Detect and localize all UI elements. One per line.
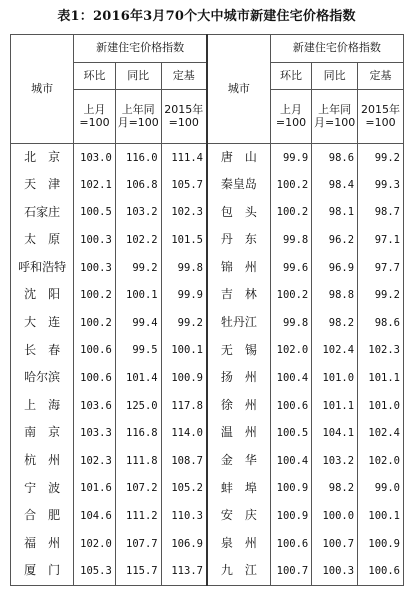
city-name-right: 牡丹江 (207, 309, 270, 337)
mom-value-right: 100.2 (270, 171, 311, 199)
yoy-value-right: 98.8 (312, 281, 358, 309)
fixed-value-right: 100.6 (358, 557, 404, 585)
yoy-value-right: 104.1 (312, 419, 358, 447)
city-name-left: 石家庄 (11, 199, 74, 227)
fixed-value-left: 113.7 (161, 557, 207, 585)
yoy-value-right: 103.2 (312, 447, 358, 475)
price-index-table (10, 34, 404, 586)
header-yoy-base-left: 上年同 月=100 (115, 90, 161, 144)
fixed-value-right: 98.7 (358, 199, 404, 227)
mom-value-left: 100.2 (74, 309, 115, 337)
table-row (11, 309, 404, 337)
mom-value-right: 100.4 (270, 364, 311, 392)
mom-value-left: 103.0 (74, 144, 115, 172)
fixed-value-right: 99.3 (358, 171, 404, 199)
city-name-right: 锦 州 (207, 254, 270, 282)
city-name-right: 秦皇岛 (207, 171, 270, 199)
city-name-left: 福 州 (11, 530, 74, 558)
city-name-right: 蚌 埠 (207, 475, 270, 503)
header-group-left: 新建住宅价格指数 (74, 35, 207, 63)
yoy-value-left: 111.8 (115, 447, 161, 475)
fixed-value-right: 101.1 (358, 364, 404, 392)
table-row (11, 530, 404, 558)
mom-value-right: 100.6 (270, 392, 311, 420)
city-name-right: 徐 州 (207, 392, 270, 420)
table-body (11, 144, 404, 586)
mom-value-left: 103.3 (74, 419, 115, 447)
table-row (11, 475, 404, 503)
mom-value-left: 102.3 (74, 447, 115, 475)
header-mom-left: 环比 (74, 63, 115, 90)
yoy-value-left: 99.4 (115, 309, 161, 337)
city-name-left: 沈 阳 (11, 281, 74, 309)
city-name-left: 北 京 (11, 144, 74, 172)
yoy-value-left: 125.0 (115, 392, 161, 420)
mom-value-left: 100.6 (74, 364, 115, 392)
table-row (11, 392, 404, 420)
fixed-value-left: 114.0 (161, 419, 207, 447)
yoy-value-right: 96.9 (312, 254, 358, 282)
fixed-value-right: 100.1 (358, 502, 404, 530)
city-name-right: 包 头 (207, 199, 270, 227)
city-name-right: 丹 东 (207, 226, 270, 254)
mom-value-left: 100.5 (74, 199, 115, 227)
mom-value-right: 99.9 (270, 144, 311, 172)
mom-value-right: 100.5 (270, 419, 311, 447)
header-mom-right: 环比 (270, 63, 311, 90)
table-row (11, 281, 404, 309)
header-group-right: 新建住宅价格指数 (270, 35, 403, 63)
fixed-value-right: 99.2 (358, 144, 404, 172)
fixed-value-right: 102.0 (358, 447, 404, 475)
yoy-value-right: 100.7 (312, 530, 358, 558)
mom-value-right: 99.8 (270, 309, 311, 337)
fixed-value-right: 102.3 (358, 337, 404, 365)
yoy-value-right: 101.1 (312, 392, 358, 420)
header-city-left: 城市 (11, 35, 74, 144)
mom-value-left: 100.3 (74, 254, 115, 282)
city-name-right: 九 江 (207, 557, 270, 585)
yoy-value-left: 102.2 (115, 226, 161, 254)
fixed-value-right: 99.2 (358, 281, 404, 309)
yoy-value-left: 101.4 (115, 364, 161, 392)
city-name-left: 宁 波 (11, 475, 74, 503)
mom-value-left: 102.1 (74, 171, 115, 199)
header-mom-base-left: 上月 =100 (74, 90, 115, 144)
city-name-right: 泉 州 (207, 530, 270, 558)
mom-value-right: 100.2 (270, 281, 311, 309)
header-yoy-left: 同比 (115, 63, 161, 90)
table-row (11, 144, 404, 172)
mom-value-right: 99.8 (270, 226, 311, 254)
city-name-right: 唐 山 (207, 144, 270, 172)
fixed-value-right: 100.9 (358, 530, 404, 558)
fixed-value-left: 99.8 (161, 254, 207, 282)
table-row (11, 337, 404, 365)
mom-value-right: 100.9 (270, 502, 311, 530)
fixed-value-right: 97.1 (358, 226, 404, 254)
header-yoy-base-right: 上年同 月=100 (312, 90, 358, 144)
mom-value-left: 104.6 (74, 502, 115, 530)
yoy-value-right: 102.4 (312, 337, 358, 365)
yoy-value-left: 107.7 (115, 530, 161, 558)
mom-value-left: 100.2 (74, 281, 115, 309)
table-row (11, 171, 404, 199)
city-name-left: 呼和浩特 (11, 254, 74, 282)
table-row (11, 364, 404, 392)
mom-value-right: 100.2 (270, 199, 311, 227)
city-name-left: 长 春 (11, 337, 74, 365)
table-row (11, 502, 404, 530)
yoy-value-right: 98.1 (312, 199, 358, 227)
city-name-left: 合 肥 (11, 502, 74, 530)
table-title: 表1：2016年3月70个大中城市新建住宅价格指数 (57, 9, 356, 24)
header-fixed-left: 定基 (161, 63, 207, 90)
table-row (11, 419, 404, 447)
mom-value-right: 100.9 (270, 475, 311, 503)
yoy-value-right: 98.4 (312, 171, 358, 199)
mom-value-left: 102.0 (74, 530, 115, 558)
mom-value-left: 100.3 (74, 226, 115, 254)
yoy-value-left: 99.2 (115, 254, 161, 282)
city-name-left: 太 原 (11, 226, 74, 254)
fixed-value-right: 97.7 (358, 254, 404, 282)
city-name-right: 安 庆 (207, 502, 270, 530)
fixed-value-left: 111.4 (161, 144, 207, 172)
fixed-value-left: 101.5 (161, 226, 207, 254)
fixed-value-left: 110.3 (161, 502, 207, 530)
table-row (11, 199, 404, 227)
city-name-left: 大 连 (11, 309, 74, 337)
fixed-value-left: 100.1 (161, 337, 207, 365)
yoy-value-right: 98.6 (312, 144, 358, 172)
city-name-right: 扬 州 (207, 364, 270, 392)
yoy-value-left: 116.8 (115, 419, 161, 447)
fixed-value-right: 101.0 (358, 392, 404, 420)
mom-value-right: 100.7 (270, 557, 311, 585)
fixed-value-left: 99.2 (161, 309, 207, 337)
yoy-value-right: 98.2 (312, 475, 358, 503)
table-row (11, 557, 404, 585)
header-fixed-base-right: 2015年 =100 (358, 90, 404, 144)
city-name-left: 厦 门 (11, 557, 74, 585)
city-name-left: 上 海 (11, 392, 74, 420)
city-name-left: 哈尔滨 (11, 364, 74, 392)
header-city-right: 城市 (207, 35, 270, 144)
city-name-left: 天 津 (11, 171, 74, 199)
header-fixed-base-left: 2015年 =100 (161, 90, 207, 144)
mom-value-right: 102.0 (270, 337, 311, 365)
header-fixed-right: 定基 (358, 63, 404, 90)
fixed-value-left: 99.9 (161, 281, 207, 309)
mom-value-left: 101.6 (74, 475, 115, 503)
city-name-right: 温 州 (207, 419, 270, 447)
yoy-value-left: 116.0 (115, 144, 161, 172)
mom-value-left: 103.6 (74, 392, 115, 420)
mom-value-right: 100.6 (270, 530, 311, 558)
table-header (11, 35, 404, 144)
fixed-value-left: 106.9 (161, 530, 207, 558)
yoy-value-left: 99.5 (115, 337, 161, 365)
header-yoy-right: 同比 (312, 63, 358, 90)
table-row (11, 254, 404, 282)
yoy-value-left: 115.7 (115, 557, 161, 585)
yoy-value-left: 107.2 (115, 475, 161, 503)
fixed-value-left: 102.3 (161, 199, 207, 227)
yoy-value-right: 100.0 (312, 502, 358, 530)
yoy-value-left: 106.8 (115, 171, 161, 199)
yoy-value-right: 98.2 (312, 309, 358, 337)
fixed-value-left: 105.7 (161, 171, 207, 199)
city-name-right: 无 锡 (207, 337, 270, 365)
fixed-value-left: 100.9 (161, 364, 207, 392)
city-name-left: 南 京 (11, 419, 74, 447)
mom-value-left: 105.3 (74, 557, 115, 585)
mom-value-right: 100.4 (270, 447, 311, 475)
fixed-value-right: 99.0 (358, 475, 404, 503)
yoy-value-left: 103.2 (115, 199, 161, 227)
yoy-value-right: 101.0 (312, 364, 358, 392)
mom-value-right: 99.6 (270, 254, 311, 282)
yoy-value-right: 96.2 (312, 226, 358, 254)
fixed-value-right: 98.6 (358, 309, 404, 337)
yoy-value-left: 111.2 (115, 502, 161, 530)
city-name-left: 杭 州 (11, 447, 74, 475)
fixed-value-left: 105.2 (161, 475, 207, 503)
yoy-value-right: 100.3 (312, 557, 358, 585)
mom-value-left: 100.6 (74, 337, 115, 365)
city-name-right: 金 华 (207, 447, 270, 475)
header-mom-base-right: 上月 =100 (270, 90, 311, 144)
city-name-right: 吉 林 (207, 281, 270, 309)
fixed-value-left: 117.8 (161, 392, 207, 420)
yoy-value-left: 100.1 (115, 281, 161, 309)
table-row (11, 226, 404, 254)
table-row (11, 447, 404, 475)
fixed-value-left: 108.7 (161, 447, 207, 475)
fixed-value-right: 102.4 (358, 419, 404, 447)
